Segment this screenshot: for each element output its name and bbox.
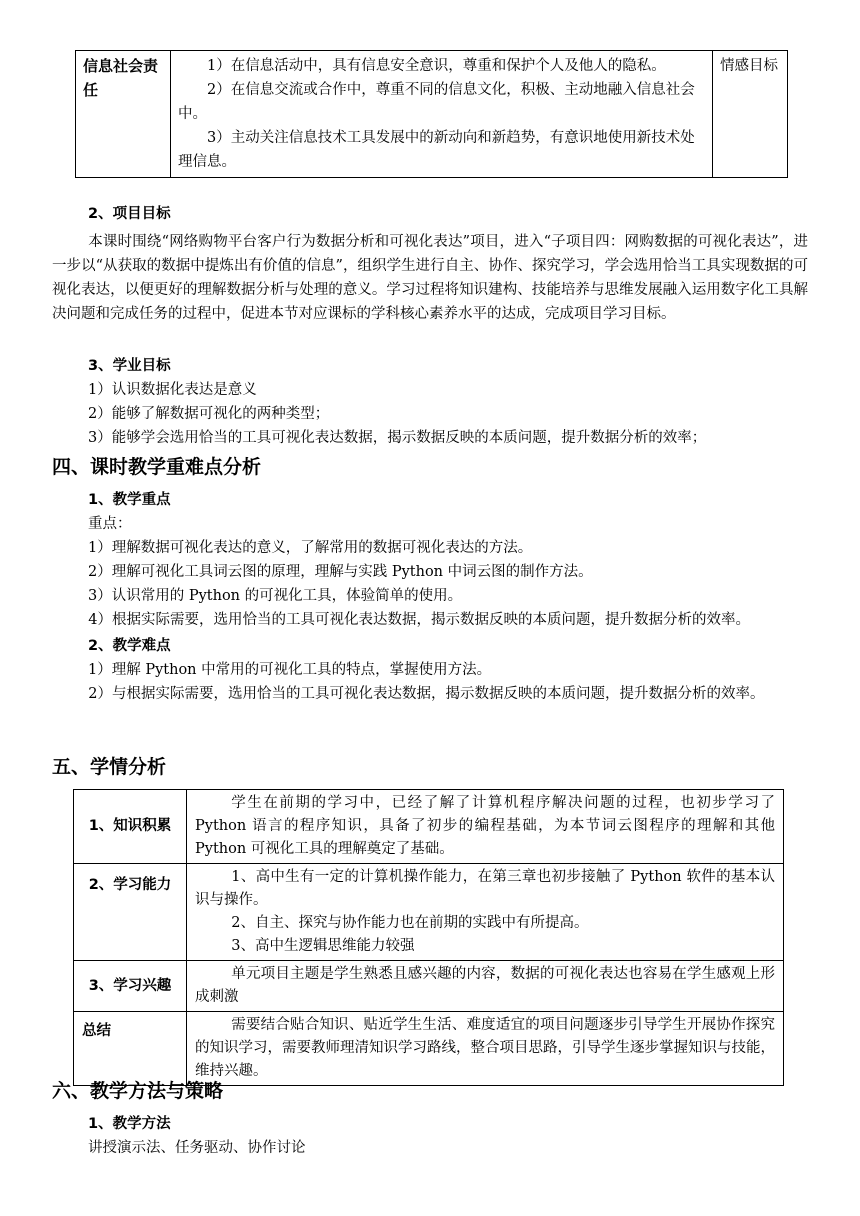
method-text: 讲授演示法、任务驱动、协作讨论 bbox=[88, 1140, 306, 1156]
difficulty-heading: 2、教学难点 bbox=[88, 638, 171, 654]
key-points-intro: 重点： bbox=[88, 516, 132, 532]
learner-row-content bbox=[187, 864, 784, 961]
key-difficulty-section bbox=[52, 452, 808, 706]
project-goal-text: 本课时围绕“网络购物平台客户行为数据分析和可视化表达”项目，进入“子项目四：网购数据的可视化表达”，进一步以“从获取的数据中提炼出有价值的信息”，组织学生进行自主、协作、探究学习，学会选用恰当工具实现数据的可视化表达，以便更好的理解数据分析与处理的意义。学习过程将知识建构、技能培养与思维发展融入运用数字化工具解决问题和完成任务的过程中，促进本节对应课标的学科核心素养水平的达成，完成项目学习目标。 bbox=[52, 234, 808, 322]
section6-title: 六、教学方法与策略 bbox=[52, 1080, 224, 1102]
learner-row-content bbox=[187, 790, 784, 864]
literacy-goal: 情感目标 bbox=[713, 51, 788, 178]
key-point-3: 3）认识常用的 Python 的可视化工具，体验简单的使用。 bbox=[88, 588, 463, 604]
learner-analysis-table bbox=[73, 789, 784, 1086]
table-row bbox=[74, 864, 784, 961]
learner-row-content bbox=[187, 1012, 784, 1086]
key-point-2: 2）理解可视化工具词云图的原理，理解与实践 Python 中词云图的制作方法。 bbox=[88, 564, 593, 580]
learner-row-label: 总结 bbox=[74, 1012, 187, 1086]
key-point-4: 4）根据实际需要，选用恰当的工具可视化表达数据，揭示数据反映的本质问题，提升数据分析的效率。 bbox=[88, 612, 750, 628]
learner-row-label: 2、学习能力 bbox=[74, 864, 187, 961]
literacy-table bbox=[75, 50, 788, 178]
literacy-line-3: 3）主动关注信息技术工具发展中的新动向和新趋势，有意识地使用新技术处理信息。 bbox=[178, 130, 695, 170]
difficulty-1: 1）理解 Python 中常用的可视化工具的特点，掌握使用方法。 bbox=[88, 662, 492, 678]
project-goal-section bbox=[52, 202, 808, 326]
learner-row-label: 3、学习兴趣 bbox=[74, 961, 187, 1012]
academic-goal-section bbox=[52, 354, 808, 450]
method-section bbox=[52, 1076, 808, 1160]
table-row bbox=[74, 1012, 784, 1086]
academic-goal-item-3: 3）能够学会选用恰当的工具可视化表达数据，揭示数据反映的本质问题，提升数据分析的效率； bbox=[88, 430, 707, 446]
literacy-content bbox=[171, 51, 713, 178]
learner-row-label: 1、知识积累 bbox=[74, 790, 187, 864]
literacy-label: 信息社会责任 bbox=[76, 51, 171, 178]
literacy-line-2: 2）在信息交流或合作中，尊重不同的信息文化，积极、主动地融入信息社会中。 bbox=[178, 82, 695, 122]
learner-line: 2、自主、探究与协作能力也在前期的实践中有所提高。 bbox=[231, 915, 589, 931]
key-point-1: 1）理解数据可视化表达的意义，了解常用的数据可视化表达的方法。 bbox=[88, 540, 533, 556]
table-row bbox=[74, 961, 784, 1012]
difficulty-2: 2）与根据实际需要，选用恰当的工具可视化表达数据，揭示数据反映的本质问题，提升数据分析的效率。 bbox=[88, 686, 765, 702]
learner-line: 需要结合贴合知识、贴近学生生活、难度适宜的项目问题逐步引导学生开展协作探究的知识学习，需要教师理清知识学习路线，整合项目思路，引导学生逐步掌握知识与技能，维持兴趣。 bbox=[195, 1017, 775, 1079]
academic-goal-item-1: 1）认识数据化表达是意义 bbox=[88, 382, 257, 398]
learner-line: 学生在前期的学习中，已经了解了计算机程序解决问题的过程，也初步学习了 Python 语言的程序知识，具备了初步的编程基础，为本节词云图程序的理解和其他 Python 可视化工具的理解奠定了基础。 bbox=[195, 795, 775, 857]
section4-title: 四、课时教学重难点分析 bbox=[52, 456, 262, 478]
learner-line: 单元项目主题是学生熟悉且感兴趣的内容，数据的可视化表达也容易在学生感观上形成刺激 bbox=[195, 966, 775, 1005]
key-points-heading: 1、教学重点 bbox=[88, 492, 171, 508]
project-goal-heading: 2、项目目标 bbox=[88, 206, 171, 222]
table-row bbox=[74, 790, 784, 864]
learner-line: 3、高中生逻辑思维能力较强 bbox=[231, 938, 415, 954]
table-row bbox=[76, 51, 788, 178]
learner-row-content bbox=[187, 961, 784, 1012]
method-heading: 1、教学方法 bbox=[88, 1116, 171, 1132]
learner-line: 1、高中生有一定的计算机操作能力，在第三章也初步接触了 Python 软件的基本认识与操作。 bbox=[195, 869, 775, 908]
academic-goal-heading: 3、学业目标 bbox=[88, 358, 171, 374]
literacy-line-1: 1）在信息活动中，具有信息安全意识，尊重和保护个人及他人的隐私。 bbox=[207, 58, 666, 74]
section5-title: 五、学情分析 bbox=[52, 756, 167, 778]
academic-goal-item-2: 2）能够了解数据可视化的两种类型； bbox=[88, 406, 330, 422]
